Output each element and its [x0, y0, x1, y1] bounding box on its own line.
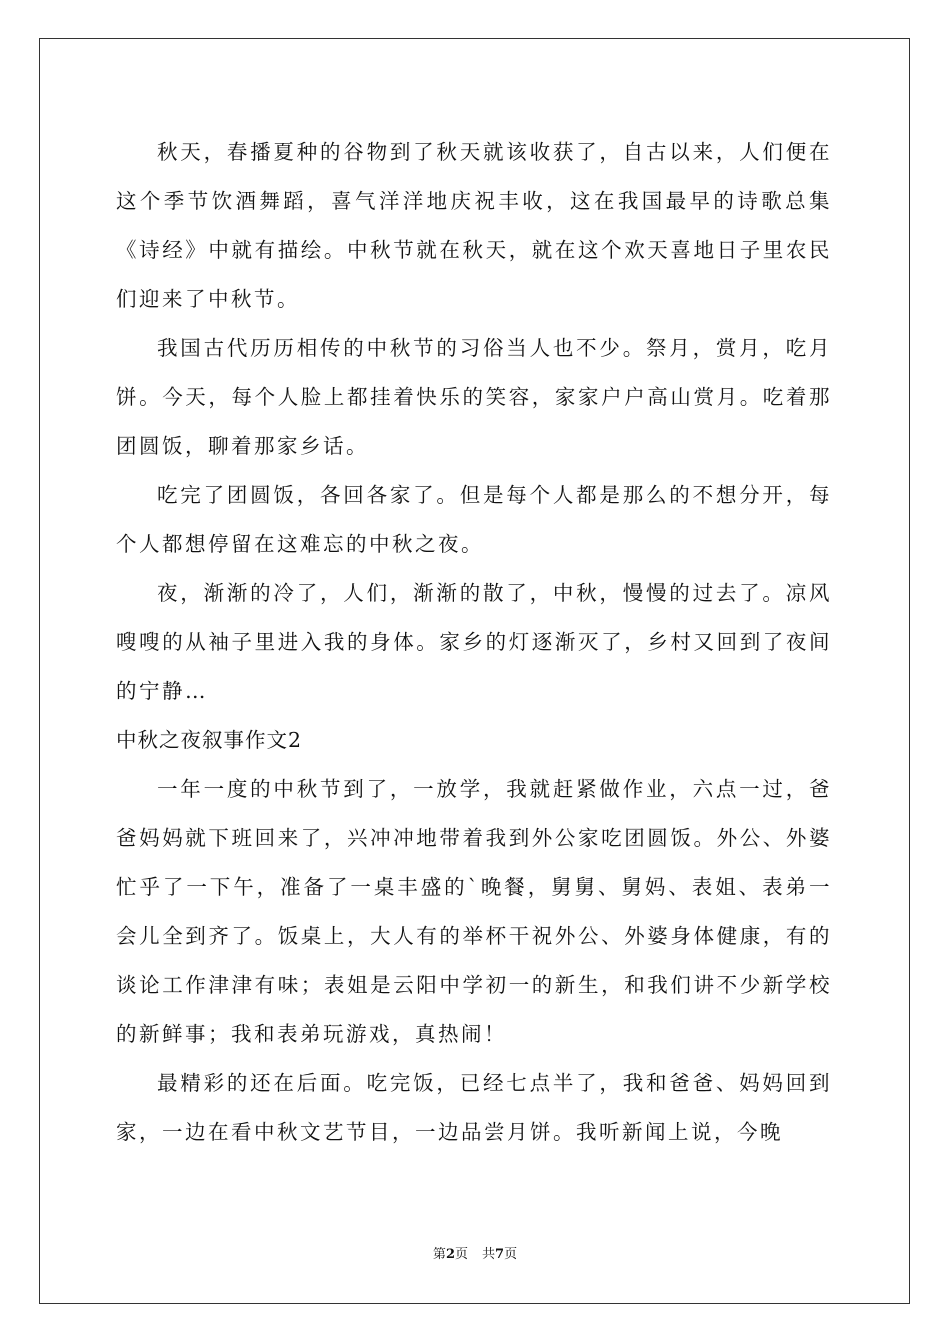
paragraph-ancient-customs: 我国古代历历相传的中秋节的习俗当人也不少。祭月，赏月，吃月饼。今天，每个人脸上都挂着快乐的笑容，家家户户高山赏月。吃着那团圆饭，聊着那家乡话。 — [116, 336, 832, 458]
paragraph-festival-dinner: 一年一度的中秋节到了，一放学，我就赶紧做作业，六点一过，爸爸妈妈就下班回来了，兴冲冲地带着我到外公家吃团圆饭。外公、外婆忙乎了一下午，准备了一桌丰盛的`晚餐，舅舅、舅妈、表姐、表弟一会儿全到齐了。饭桌上，大人有的举杯干祝外公、外婆身体健康，有的谈论工作津津有味；表姐是云阳中学初一的新生，和我们讲不少新学校的新鲜事；我和表弟玩游戏，真热闹！ — [116, 777, 832, 1046]
page-suffix: 页 — [454, 1247, 468, 1262]
page-number: 2 — [445, 1247, 455, 1262]
paragraph-reunion-dinner: 吃完了团圆饭，各回各家了。但是每个人都是那么的不想分开，每个人都想停留在这难忘的中秋之夜。 — [116, 483, 832, 556]
paragraph-autumn-harvest: 秋天，春播夏种的谷物到了秋天就该收获了，自古以来，人们便在这个季节饮酒舞蹈，喜气洋洋地庆祝丰收，这在我国最早的诗歌总集《诗经》中就有描绘。中秋节就在秋天，就在这个欢天喜地日子里农民们迎来了中秋节。 — [116, 140, 832, 311]
total-prefix: 共 — [482, 1247, 496, 1262]
page-prefix: 第 — [432, 1247, 446, 1262]
page-footer — [0, 1246, 950, 1264]
document-body — [116, 128, 832, 1157]
total-suffix: 页 — [504, 1247, 518, 1262]
essay-heading: 中秋之夜叙事作文2 — [116, 728, 303, 752]
paragraph-best-part: 最精彩的还在后面。吃完饭，已经七点半了，我和爸爸、妈妈回到家，一边在看中秋文艺节目，一边品尝月饼。我听新闻上说，今晚 — [116, 1071, 832, 1144]
total-pages: 7 — [495, 1247, 505, 1262]
paragraph-night-falls: 夜，渐渐的冷了，人们，渐渐的散了，中秋，慢慢的过去了。凉风嗖嗖的从袖子里进入我的身体。家乡的灯逐渐灭了，乡村又回到了夜间的宁静… — [116, 581, 832, 703]
